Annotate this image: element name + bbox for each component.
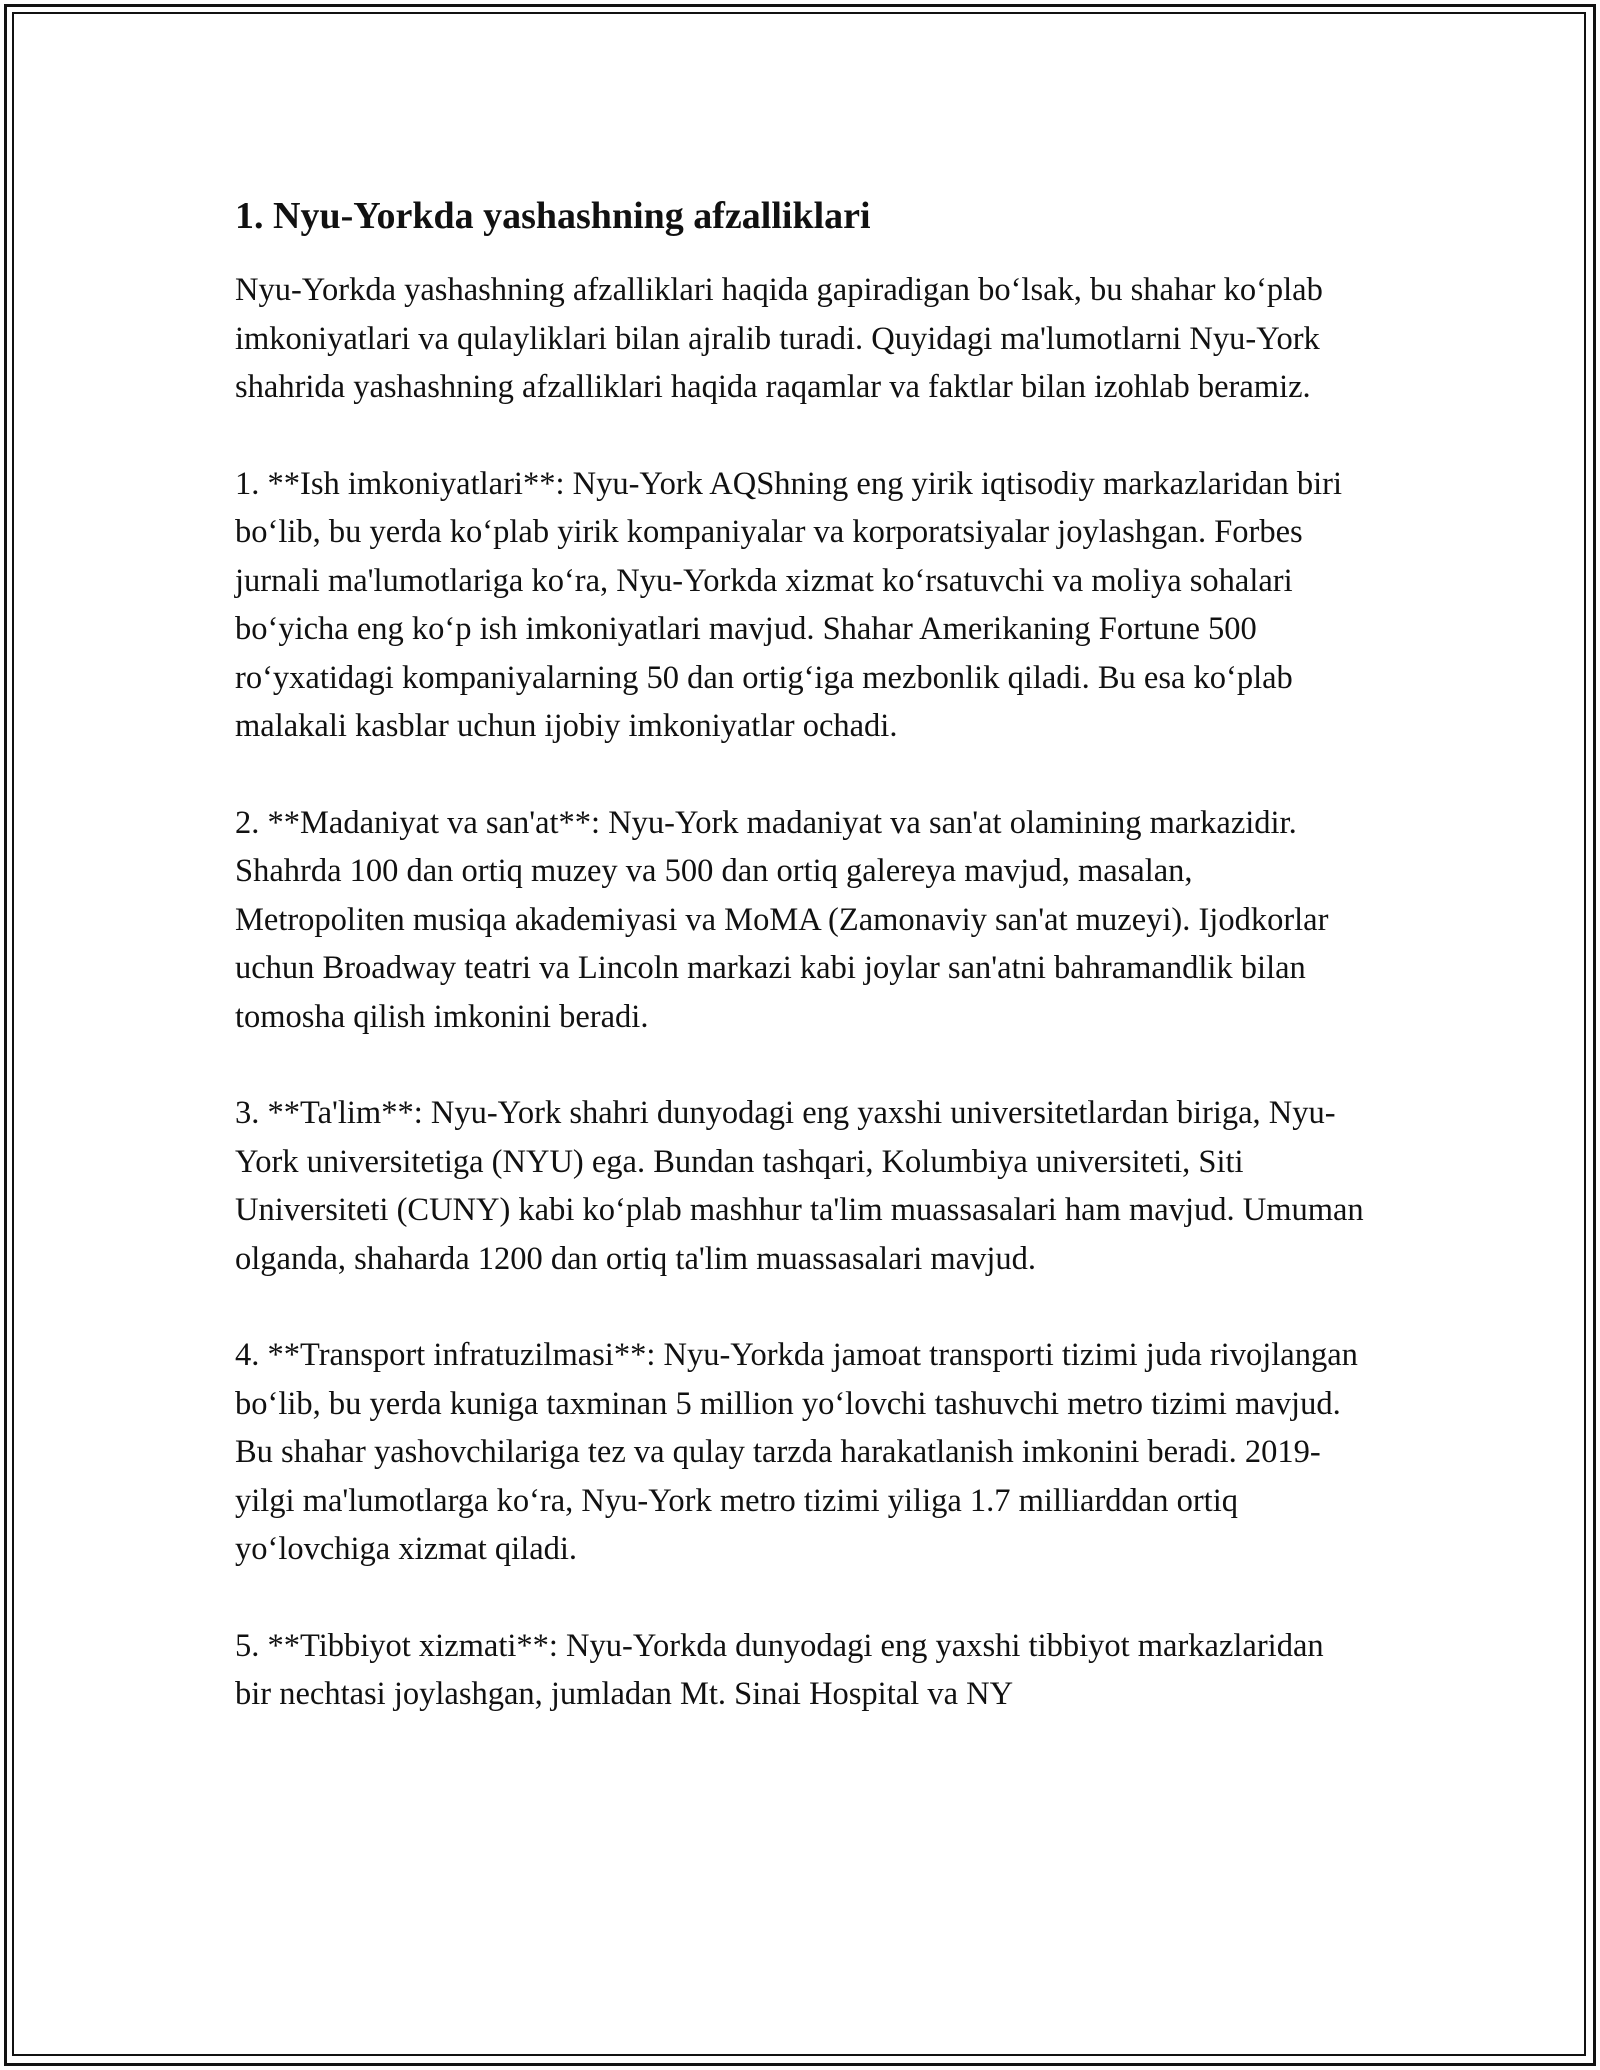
paragraph-talim: 3. **Ta'lim**: Nyu-York shahri dunyodagi eng yaxshi universitetlardan biriga, Nyu-York universitetiga (NYU) ega. Bundan tashqari, Kolumbiya universiteti, Siti Universiteti (CUNY) kabi koʻplab mashhur ta'lim muassasalari ham mavjud. Umuman olganda, shaharda 1200 dan ortiq ta'lim muassasalari mavjud. [235, 1095, 1364, 1277]
document-title: 1. Nyu-Yorkda yashashning afzalliklari [235, 195, 871, 237]
paragraph-tibbiyot: 5. **Tibbiyot xizmati**: Nyu-Yorkda dunyodagi eng yaxshi tibbiyot markazlaridan bir nechtasi joylashgan, jumladan Mt. Sinai Hospital va NY [235, 1627, 1324, 1712]
document-body [235, 186, 1365, 1719]
paragraph-transport: 4. **Transport infratuzilmasi**: Nyu-Yorkda jamoat transporti tizimi juda rivojlangan boʻlib, bu yerda kuniga taxminan 5 million yoʻlovchi tashuvchi metro tizimi mavjud. Bu shahar yashovchilariga tez va qulay tarzda harakatlanish imkonini beradi. 2019-yilgi ma'lumotlarga koʻra, Nyu-York metro tizimi yiliga 1.7 milliarddan ortiq yoʻlovchiga xizmat qiladi. [235, 1337, 1358, 1567]
paragraph-ish-imkoniyatlari: 1. **Ish imkoniyatlari**: Nyu-York AQShning eng yirik iqtisodiy markazlaridan biri boʻlib, bu yerda koʻplab yirik kompaniyalar va korporatsiyalar joylashgan. Forbes jurnali ma'lumotlariga koʻra, Nyu-Yorkda xizmat koʻrsatuvchi va moliya sohalari boʻyicha eng koʻp ish imkoniyatlari mavjud. Shahar Amerikaning Fortune 500 roʻyxatidagi kompaniyalarning 50 dan ortigʻiga mezbonlik qiladi. Bu esa koʻplab malakali kasblar uchun ijobiy imkoniyatlar ochadi. [235, 465, 1342, 744]
intro-paragraph: Nyu-Yorkda yashashning afzalliklari haqida gapiradigan boʻlsak, bu shahar koʻplab imkoniyatlari va qulayliklari bilan ajralib turadi. Quyidagi ma'lumotlarni Nyu-York shahrida yashashning afzalliklari haqida raqamlar va faktlar bilan izohlab beramiz. [235, 272, 1323, 405]
paragraph-madaniyat: 2. **Madaniyat va san'at**: Nyu-York madaniyat va san'at olamining markazidir. Shahrda 100 dan ortiq muzey va 500 dan ortiq galereya mavjud, masalan, Metropoliten musiqa akademiyasi va MoMA (Zamonaviy san'at muzeyi). Ijodkorlar uchun Broadway teatri va Lincoln markazi kabi joylar san'atni bahramandlik bilan tomosha qilish imkonini beradi. [235, 804, 1329, 1035]
